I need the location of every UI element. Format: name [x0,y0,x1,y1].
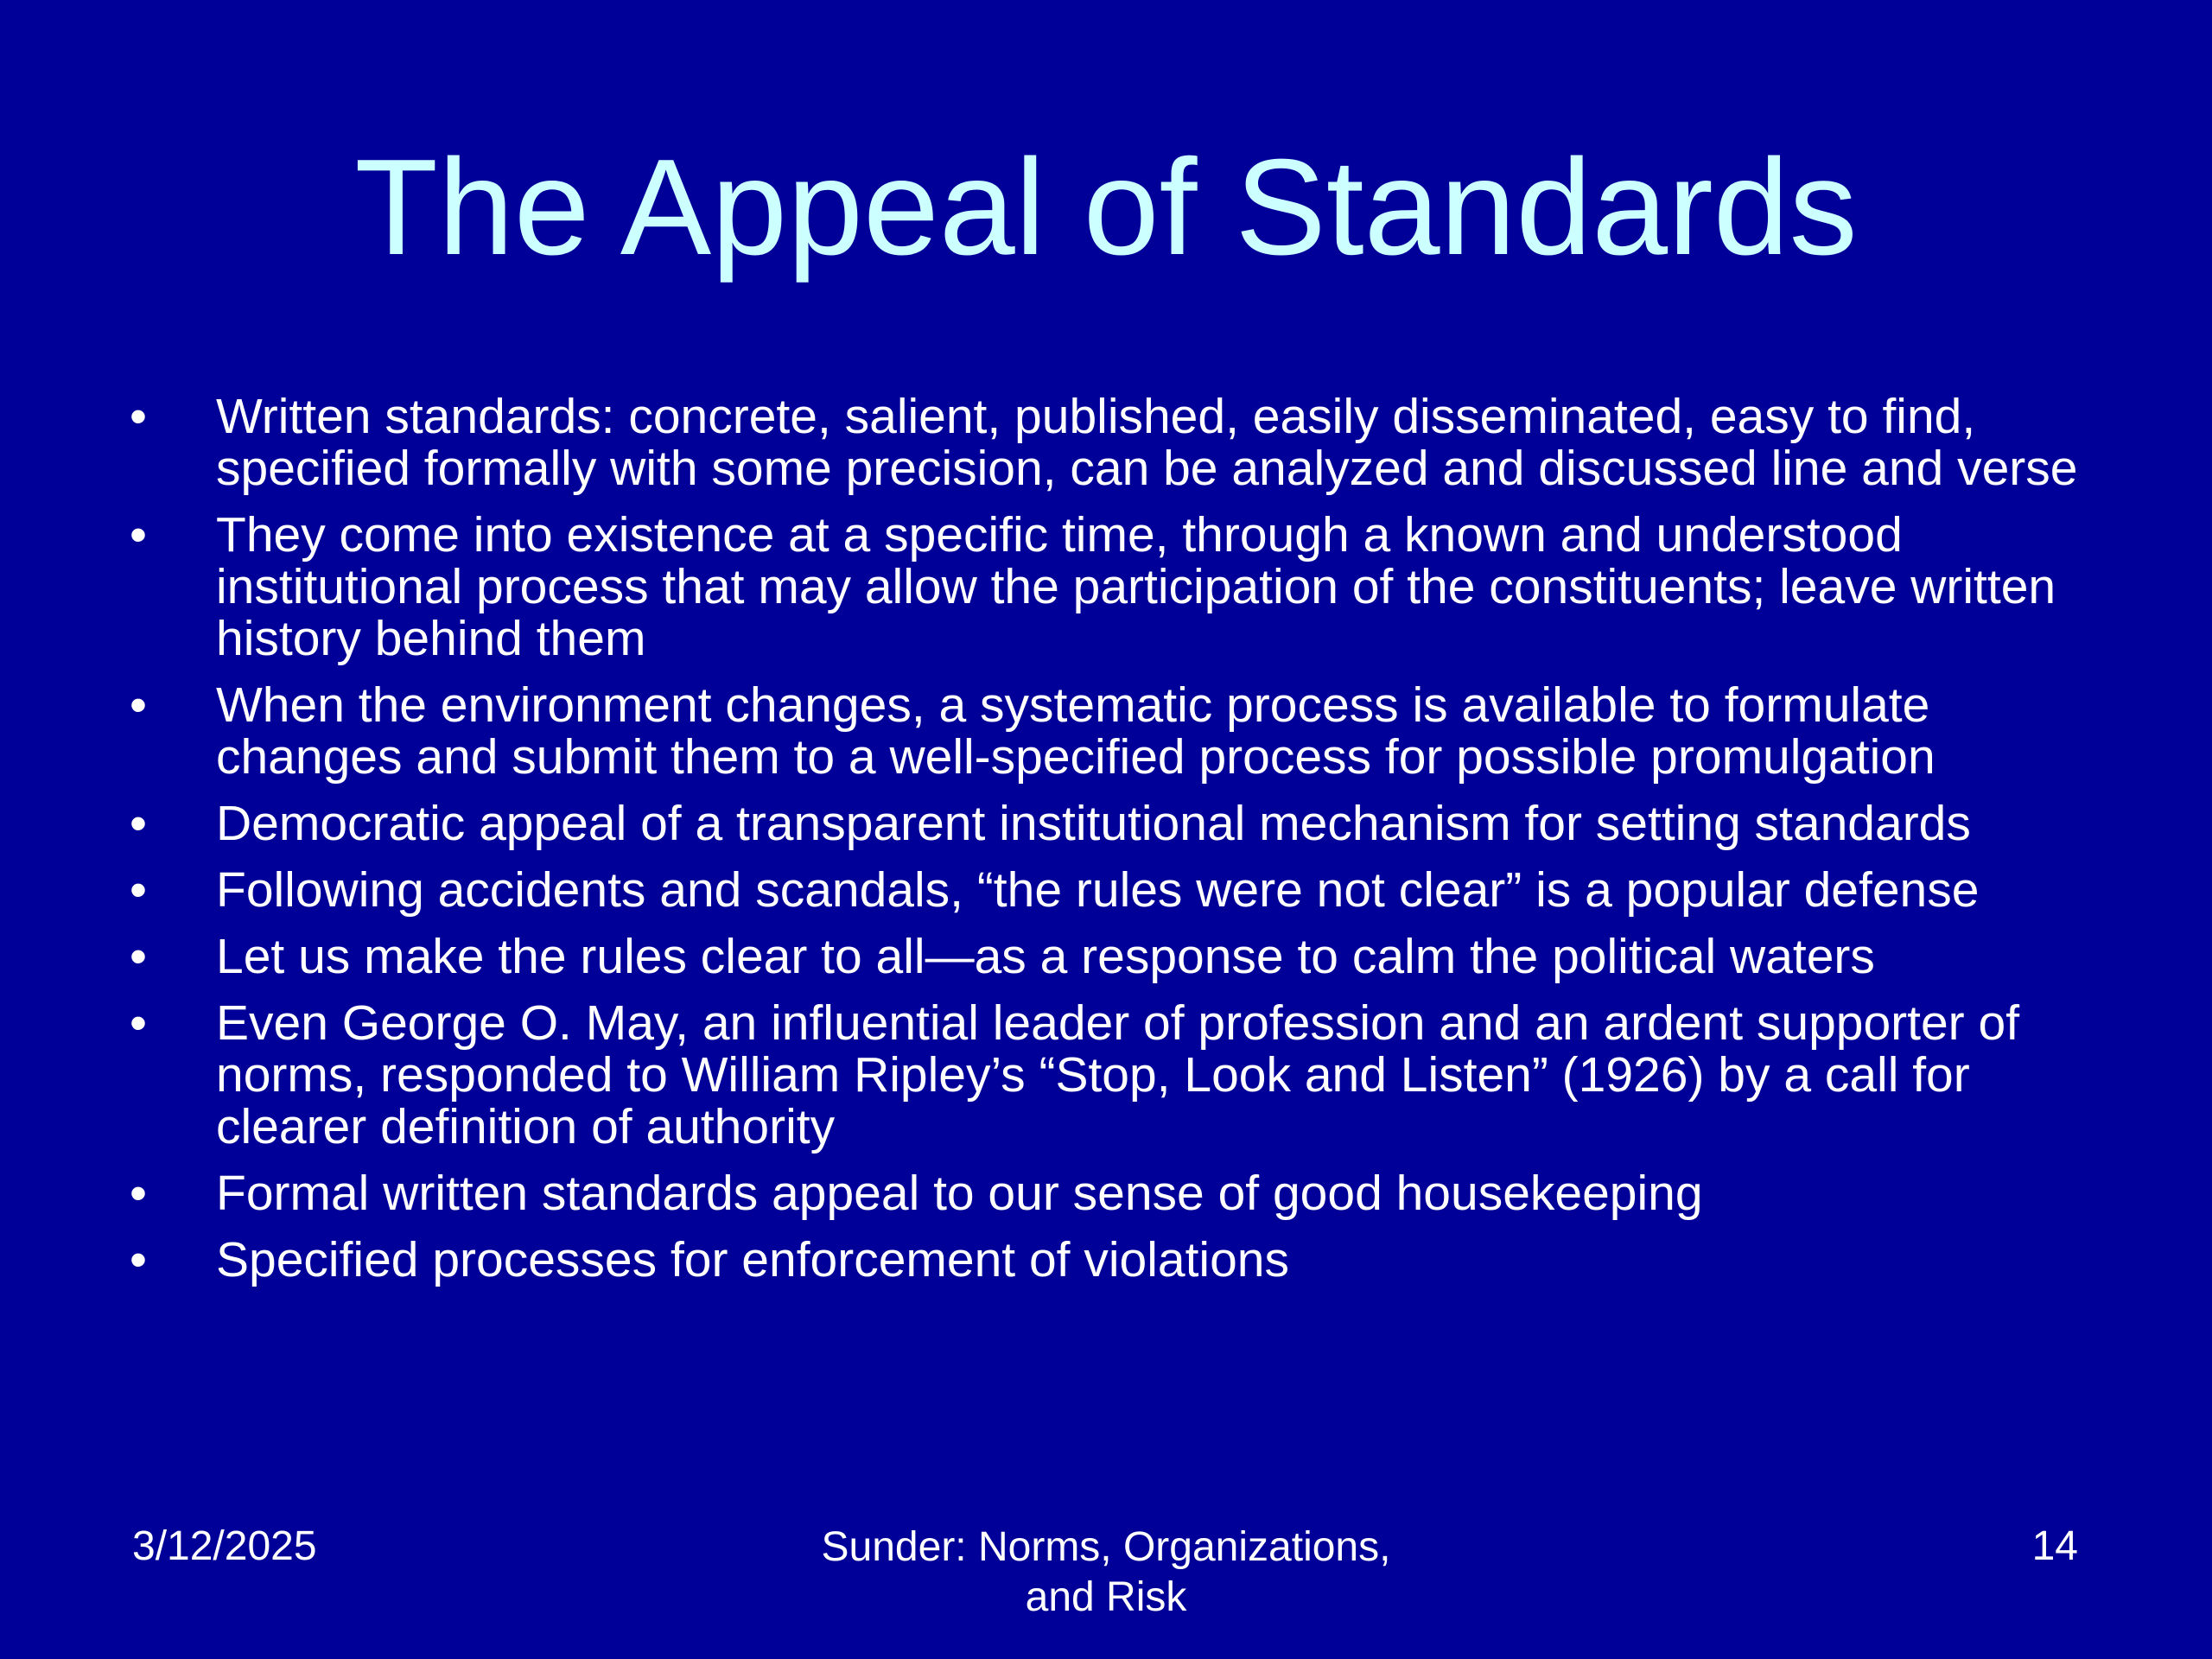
bullet-marker: • [130,929,147,984]
slide-title: The Appeal of Standards [354,131,1858,283]
bullet-list [130,391,2091,1300]
bullet-text: When the environment changes, a systematic process is available to formulate changes and submit them to a well-specified process for possible promulgation [216,677,1936,785]
footer-title [760,1522,1452,1623]
bullet-item [130,679,2091,783]
bullet-text: Let us make the rules clear to all—as a response to calm the political waters [216,929,1875,984]
bullet-marker: • [130,796,147,851]
bullet-marker: • [130,507,147,563]
bullet-marker: • [130,389,147,444]
footer-title-line-1: Sunder: Norms, Organizations, [821,1524,1391,1570]
bullet-item [130,509,2091,664]
bullet-item [130,997,2091,1153]
bullet-text: Democratic appeal of a transparent institutional mechanism for setting standards [216,796,1971,851]
bullet-marker: • [130,677,147,733]
bullet-item [130,391,2091,494]
bullet-marker: • [130,1166,147,1221]
bullet-item [130,864,2091,916]
bullet-marker: • [130,1232,147,1287]
page-number: 14 [2031,1523,2078,1569]
bullet-item [130,1234,2091,1286]
bullet-text: Specified processes for enforcement of violations [216,1232,1289,1287]
bullet-text: Formal written standards appeal to our sense of good housekeeping [216,1166,1703,1221]
bullet-item [130,1167,2091,1219]
footer-date: 3/12/2025 [132,1523,317,1569]
bullet-marker: • [130,995,147,1051]
bullet-item [130,931,2091,982]
bullet-text: Even George O. May, an influential leader of profession and an ardent supporter of norms, responded to William Ripley’s “Stop, Look and Listen” (1926) by a call for clearer definition of authority [216,995,2020,1154]
bullet-text: Written standards: concrete, salient, published, easily disseminated, easy to find, specified formally with some precision, can be analyzed and discussed line and verse [216,389,2078,496]
footer-title-line-2: and Risk [1025,1574,1187,1620]
bullet-text: They come into existence at a specific time, through a known and understood institutional process that may allow the participation of the constituents; leave written history behind them [216,507,2056,666]
bullet-marker: • [130,862,147,918]
bullet-item [130,798,2091,849]
bullet-text: Following accidents and scandals, “the rules were not clear” is a popular defense [216,862,1980,918]
